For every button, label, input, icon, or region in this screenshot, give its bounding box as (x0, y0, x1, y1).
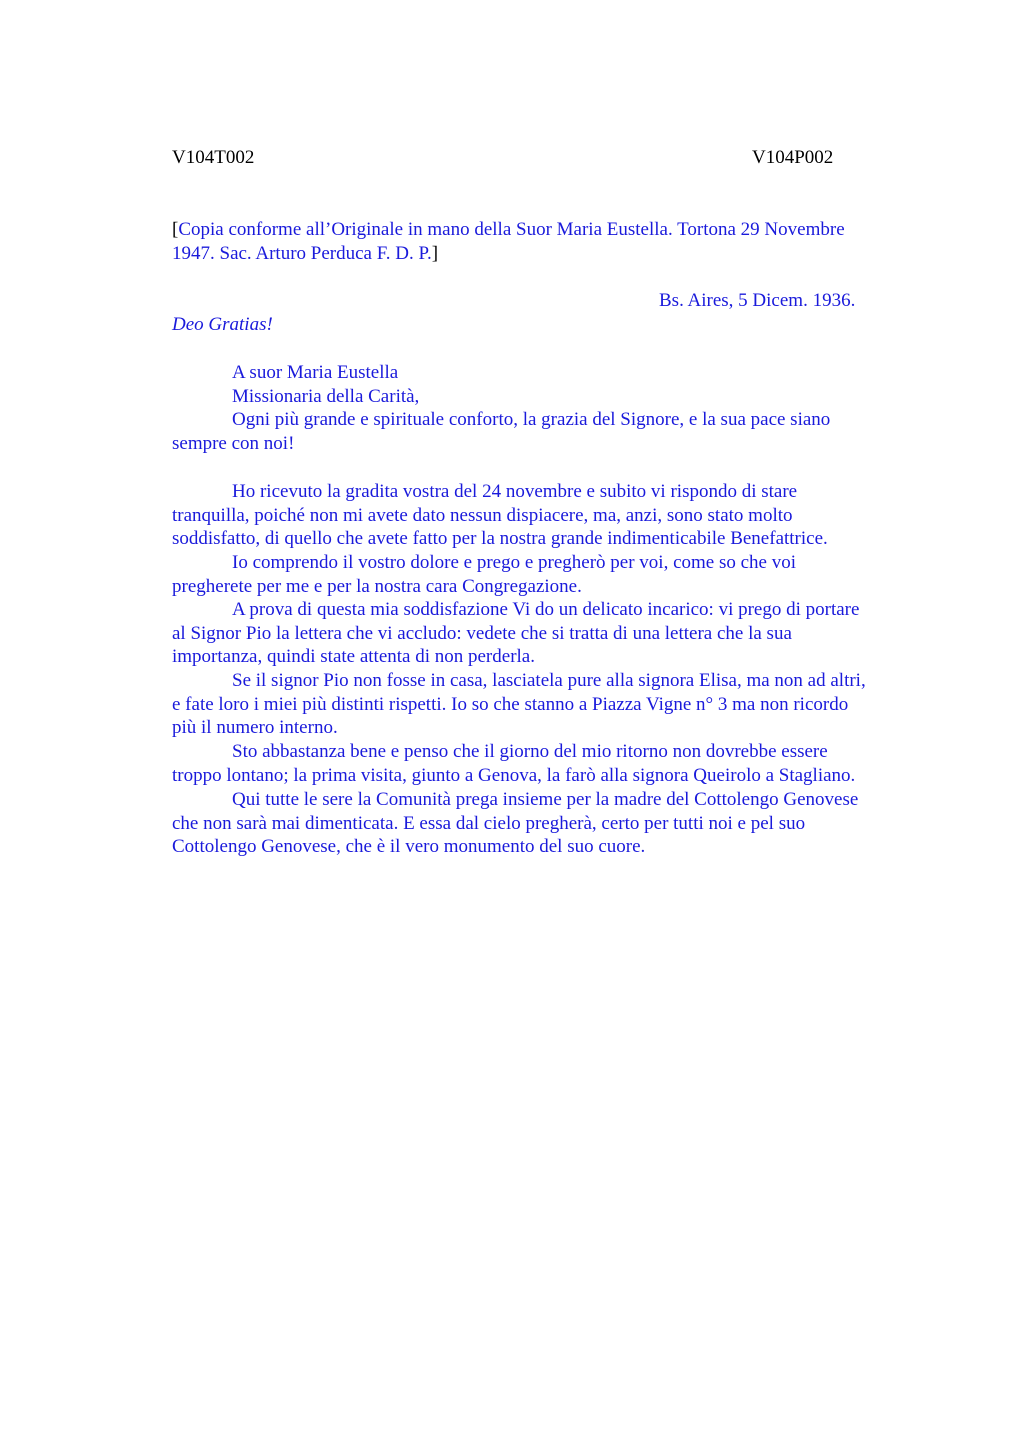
place-date: Bs. Aires, 5 Dicem. 1936. (659, 290, 856, 311)
body-paragraph-2 (172, 551, 924, 598)
text-line: Cottolengo Genovese, che è il vero monumento del suo cuore. (172, 836, 646, 858)
text-line: tranquilla, poiché non mi avete dato nessun dispiacere, ma, anzi, sono stato molto (172, 504, 793, 526)
text-line: troppo lontano; la prima visita, giunto a Genova, la farò alla signora Queirolo a Stagliano. (172, 764, 856, 786)
text-line: importanza, quindi state attenta di non perderla. (172, 646, 535, 668)
open-bracket: [ (172, 219, 179, 240)
text-line: Se il signor Pio non fosse in casa, lasciatela pure alla signora Elisa, ma non ad altri, (232, 670, 866, 691)
close-bracket: ] (431, 242, 439, 264)
recipient-title: Missionaria della Carità, (232, 386, 420, 407)
text-line: soddisfatto, di quello che avete fatto per la nostra grande indimenticabile Benefattrice. (172, 528, 828, 550)
text-line: Qui tutte le sere la Comunità prega insieme per la madre del Cottolengo Genovese (232, 789, 859, 810)
text-line: Sto abbastanza bene e penso che il giorno del mio ritorno non dovrebbe essere (232, 741, 828, 762)
text-line: più il numero interno. (172, 717, 338, 739)
text-line: al Signor Pio la lettera che vi accludo: vedete che si tratta di una lettera che la sua (172, 622, 792, 644)
document-code-right: V104P002 (752, 147, 834, 168)
text-line: Ho ricevuto la gradita vostra del 24 novembre e subito vi rispondo di stare (232, 481, 798, 502)
copy-conformity-note (172, 218, 924, 265)
body-paragraph-5 (172, 740, 924, 787)
text-line: sempre con noi! (172, 432, 295, 454)
salutation: Deo Gratias! (172, 314, 273, 335)
document-page (172, 0, 924, 1450)
copy-note-line-1: Copia conforme all’Originale in mano della Suor Maria Eustella. Tortona 29 Novembre (178, 219, 845, 240)
document-code-left: V104T002 (172, 147, 255, 168)
text-line: che non sarà mai dimenticata. E essa dal cielo pregherà, certo per tutti noi e pel suo (172, 812, 806, 834)
body-paragraph-3 (172, 598, 924, 669)
text-line: Ogni più grande e spirituale conforto, la grazia del Signore, e la sua pace siano (232, 409, 831, 430)
greeting-paragraph (172, 408, 924, 455)
body-paragraph-1 (172, 480, 924, 551)
text-line: A prova di questa mia soddisfazione Vi do un delicato incarico: vi prego di portare (232, 599, 860, 620)
copy-note-line-2: 1947. Sac. Arturo Perduca F. D. P. (172, 242, 432, 264)
recipient-name: A suor Maria Eustella (232, 362, 399, 383)
text-line: e fate loro i miei più distinti rispetti. Io so che stanno a Piazza Vigne n° 3 ma non ricordo (172, 693, 849, 715)
body-paragraph-6 (172, 788, 924, 859)
text-line: Io comprendo il vostro dolore e prego e pregherò per voi, come so che voi (232, 552, 797, 573)
body-paragraph-4 (172, 669, 924, 740)
text-line: pregherete per me e per la nostra cara Congregazione. (172, 575, 582, 597)
